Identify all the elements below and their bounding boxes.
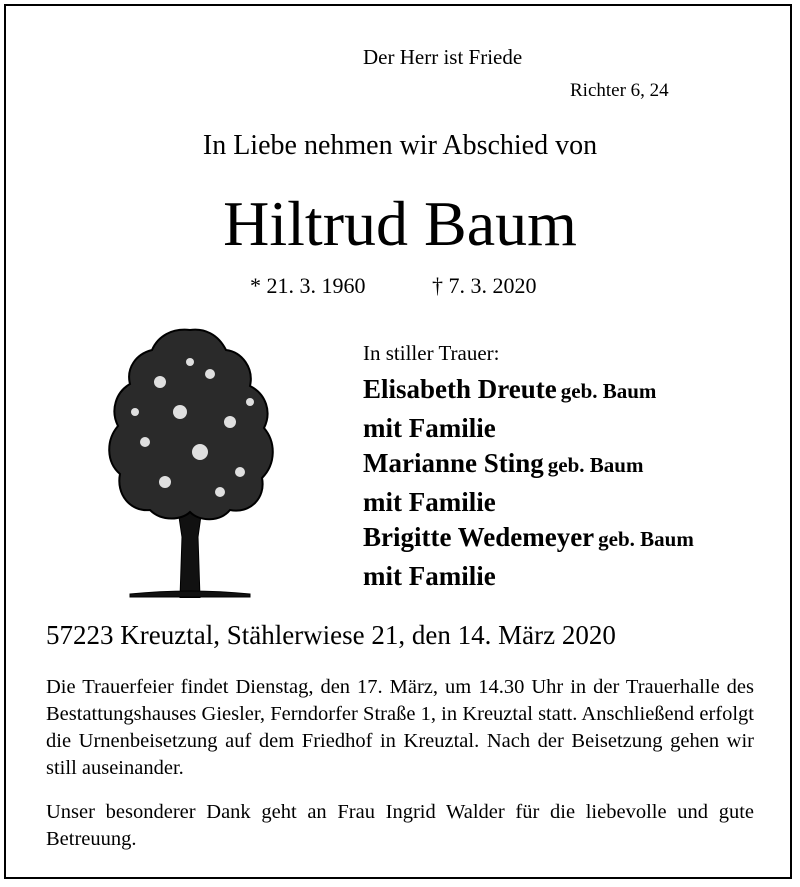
- mourner-name: Marianne Sting: [363, 448, 544, 478]
- mourner-family: mit Familie: [363, 413, 496, 443]
- mourner-family: mit Familie: [363, 561, 496, 591]
- mourner-nee: geb. Baum: [560, 379, 657, 403]
- mourner-nee: geb. Baum: [598, 527, 694, 551]
- motto: Der Herr ist Friede: [363, 45, 523, 69]
- mourners-list: [363, 372, 694, 594]
- mourner-entry: [363, 372, 694, 446]
- mourner-entry: [363, 446, 694, 520]
- intro-line: In Liebe nehmen wir Abschied von: [202, 130, 598, 161]
- bible-reference: Richter 6, 24: [570, 80, 669, 101]
- death-date: † 7. 3. 2020: [432, 273, 537, 298]
- mourner-name: Brigitte Wedemeyer: [363, 522, 595, 552]
- mourning-label: In stiller Trauer:: [363, 341, 500, 365]
- place-date: 57223 Kreuztal, Stählerwiese 21, den 14. März 2020: [46, 620, 616, 650]
- thanks-note: Unser besonderer Dank geht an Frau Ingrid Walder für die liebevolle und gute Betreuung.: [46, 801, 754, 850]
- mourner-name: Elisabeth Dreute: [363, 374, 557, 404]
- deceased-name: Hiltrud Baum: [223, 188, 577, 259]
- mourner-entry: [363, 520, 694, 594]
- birth-date: * 21. 3. 1960: [250, 273, 366, 298]
- funeral-notice: Die Trauerfeier findet Dienstag, den 17. März, um 14.30 Uhr in der Trauerhalle des Bestattungshauses Giesler, Ferndorfer Straße 1, in Kreuztal statt. Anschließend erfolgt die Urnenbeisetzung auf dem Friedhof in Kreuztal. Nach der Beisetzung gehen wir still auseinander.: [46, 676, 754, 779]
- mourner-nee: geb. Baum: [547, 453, 644, 477]
- mourner-family: mit Familie: [363, 487, 496, 517]
- tree-illustration: [100, 322, 280, 598]
